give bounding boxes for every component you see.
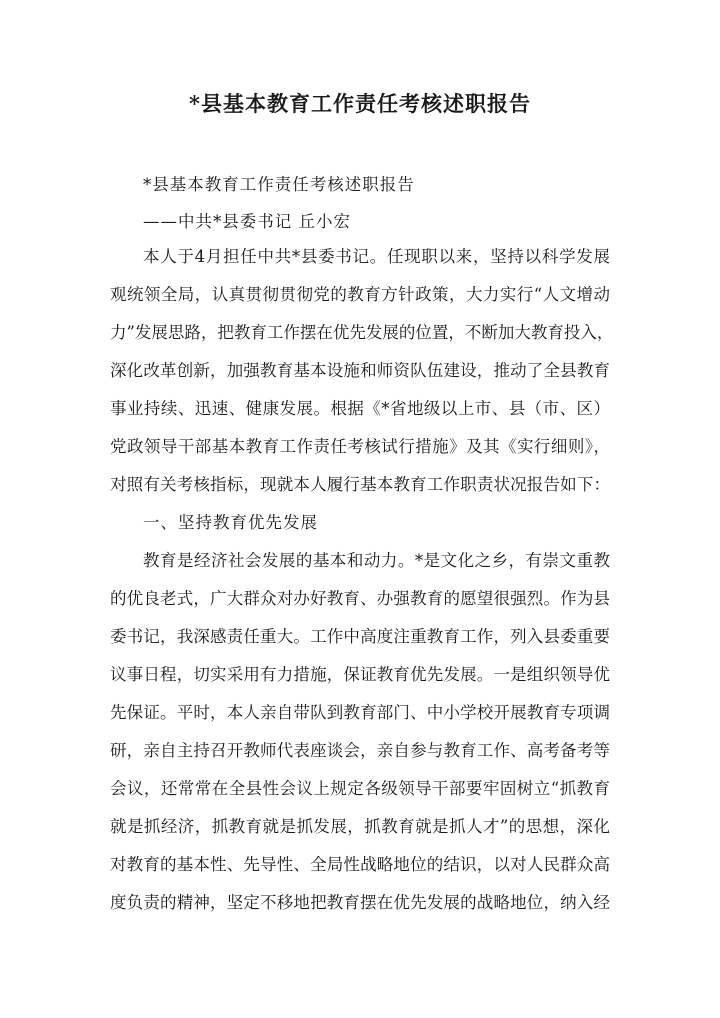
document-title: *县基本教育工作责任考核述职报告 — [189, 91, 531, 116]
paragraph1-line: 深化改革创新，加强教育基本设施和师资队伍建设，推动了全县教育 — [110, 361, 610, 380]
paragraph1-line: 力”发展思路，把教育工作摆在优先发展的位置，不断加大教育投入， — [110, 323, 614, 342]
paragraph2-line: 度负责的精神，坚定不移地把教育摆在优先发展的战略地位，纳入经 — [110, 893, 610, 912]
paragraph2-line: 对教育的基本性、先导性、全局性战略地位的结识，以对人民群众高 — [110, 855, 610, 874]
paragraph1-line: 对照有关考核指标，现就本人履行基本教育工作职责状况报告如下： — [110, 475, 610, 494]
paragraph2-line: 就是抓经济，抓教育就是抓发展，抓教育就是抓人才”的思想，深化 — [110, 817, 610, 836]
paragraph2-line: 议事日程，切实采用有力措施，保证教育优先发展。一是组织领导优 — [110, 665, 610, 684]
subtitle-line: *县基本教育工作责任考核述职报告 — [143, 175, 415, 194]
paragraph2-line: 的优良老式，广大群众对办好教育、办强教育的愿望很强烈。作为县 — [110, 589, 610, 608]
paragraph2-line: 委书记，我深感责任重大。工作中高度注重教育工作，列入县委重要 — [110, 627, 610, 646]
section-heading: 一、坚持教育优先发展 — [143, 513, 318, 532]
paragraph1-line: 观统领全局，认真贯彻贯彻党的教育方针政策，大力实行“人文增动 — [110, 285, 610, 304]
paragraph2-line: 教育是经济社会发展的基本和动力。*是文化之乡，有崇文重教 — [143, 551, 610, 570]
paragraph2-line: 研，亲自主持召开教师代表座谈会，亲自参与教育工作、高考备考等 — [110, 741, 610, 760]
paragraph1-line: 本人于4月担任中共*县委书记。任现职以来，坚持以科学发展 — [143, 247, 610, 266]
author-line: ——中共*县委书记 丘小宏 — [143, 212, 351, 231]
paragraph2-line: 先保证。平时，本人亲自带队到教育部门、中小学校开展教育专项调 — [110, 703, 610, 722]
paragraph1-line: 事业持续、迅速、健康发展。根据《*省地级以上市、县（市、区） — [110, 399, 610, 418]
paragraph1-line: 党政领导干部基本教育工作责任考核试行措施》及其《实行细则》， — [110, 437, 610, 456]
paragraph2-line: 会议，还常常在全县性会议上规定各级领导干部要牢固树立“抓教育 — [110, 779, 610, 798]
